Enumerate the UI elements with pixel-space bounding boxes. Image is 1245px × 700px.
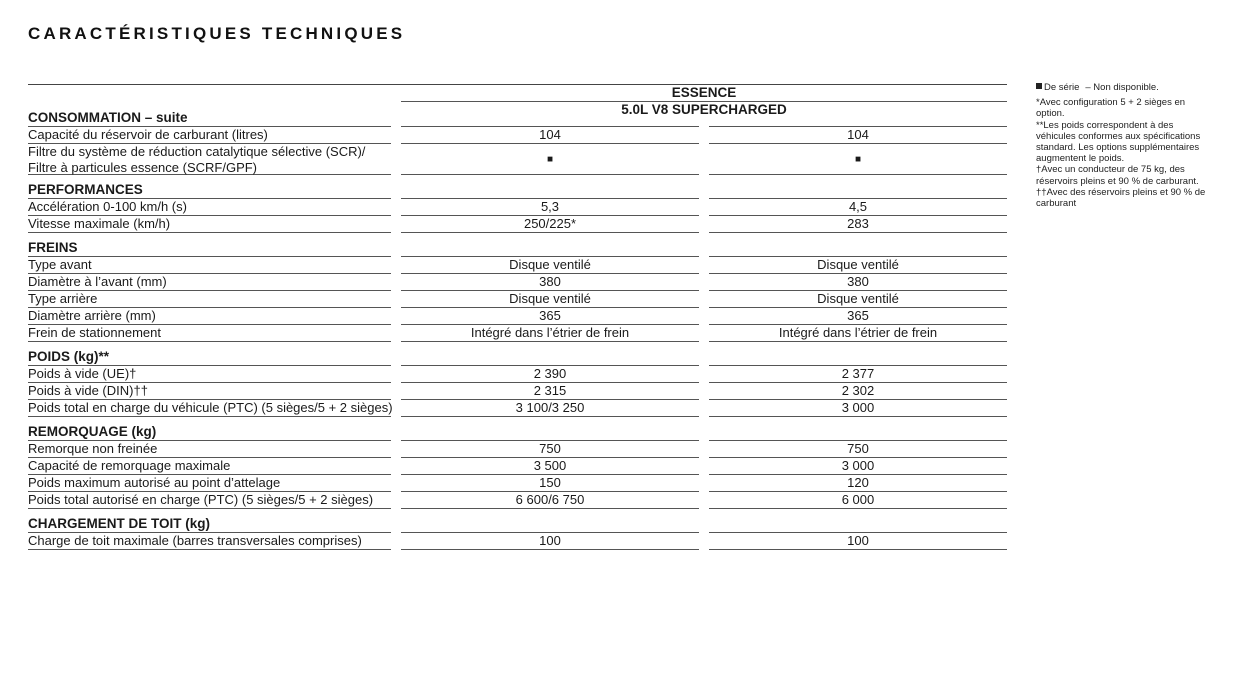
value-cell-v8-1: [401, 110, 699, 127]
spec-label: Poids maximum autorisé au point d’attelage: [28, 475, 391, 492]
value-cell-v8-1: 3 100/3 250: [401, 400, 699, 417]
spec-label: Diamètre arrière (mm): [28, 308, 391, 325]
spec-row: [0, 291, 1007, 308]
section-header-row: [0, 110, 1007, 127]
legend-standard-label: De série: [1044, 82, 1080, 93]
value-cell-v8-1: 150: [401, 475, 699, 492]
value-cell-v8-1: 2 315: [401, 383, 699, 400]
standard-square-icon: ■: [709, 144, 1007, 175]
section-header-row: [0, 424, 1007, 441]
value-cell-v8-1: 104: [401, 127, 699, 144]
spec-row: [0, 144, 1007, 175]
spec-label: Capacité de remorquage maximale: [28, 458, 391, 475]
spec-row: [0, 257, 1007, 274]
engine-header: 5.0L V8 SUPERCHARGED: [621, 102, 787, 117]
value-cell-v8-2: 2 302: [709, 383, 1007, 400]
spec-row: [0, 400, 1007, 417]
spec-label: Charge de toit maximale (barres transversales comprises): [28, 533, 391, 550]
value-cell-v8-2: [709, 424, 1007, 441]
value-cell-v8-2: 380: [709, 274, 1007, 291]
standard-square-icon: ■: [401, 144, 699, 175]
page-title: CARACTÉRISTIQUES TECHNIQUES: [28, 24, 406, 43]
spec-label: Filtre du système de réduction catalytique sélective (SCR)/ Filtre à particules essence (SCRF/GPF): [28, 144, 391, 175]
spec-row: [0, 366, 1007, 383]
spec-row: [0, 458, 1007, 475]
value-cell-v8-2: 283: [709, 216, 1007, 233]
spec-row: [0, 441, 1007, 458]
section-title: POIDS (kg)**: [28, 349, 391, 366]
value-cell-v8-1: 100: [401, 533, 699, 550]
value-cell-v8-1: 5,3: [401, 199, 699, 216]
value-cell-v8-2: Disque ventilé: [709, 257, 1007, 274]
value-cell-v8-1: 365: [401, 308, 699, 325]
section-title: REMORQUAGE (kg): [28, 424, 391, 441]
value-cell-v8-1: 3 500: [401, 458, 699, 475]
value-cell-v8-2: 365: [709, 308, 1007, 325]
value-cell-v8-2: [709, 110, 1007, 127]
spec-label: Capacité du réservoir de carburant (litres): [28, 127, 391, 144]
value-cell-v8-2: 100: [709, 533, 1007, 550]
value-cell-v8-1: 380: [401, 274, 699, 291]
spec-row: [0, 475, 1007, 492]
spec-row: [0, 127, 1007, 144]
spec-label: Poids à vide (UE)†: [28, 366, 391, 383]
value-cell-v8-1: [401, 240, 699, 257]
section-header-row: [0, 349, 1007, 366]
value-cell-v8-1: [401, 182, 699, 199]
spec-label: Poids total en charge du véhicule (PTC) (5 sièges/5 + 2 sièges): [28, 400, 393, 415]
value-cell-v8-2: 6 000: [709, 492, 1007, 509]
value-cell-v8-2: 3 000: [709, 400, 1007, 417]
value-cell-v8-1: 250/225*: [401, 216, 699, 233]
legend-note: †Avec un conducteur de 75 kg, des réservoirs pleins et 90 % de carburant.: [1036, 164, 1199, 187]
value-cell-v8-2: [709, 182, 1007, 199]
spec-label: Vitesse maximale (km/h): [28, 216, 391, 233]
section-header-row: [0, 240, 1007, 257]
section-title: CONSOMMATION – suite: [28, 110, 391, 127]
spec-label: Poids total autorisé en charge (PTC) (5 sièges/5 + 2 sièges): [28, 492, 391, 509]
spec-label: Type arrière: [28, 291, 391, 308]
value-cell-v8-2: Disque ventilé: [709, 291, 1007, 308]
value-cell-v8-1: Intégré dans l’étrier de frein: [401, 325, 699, 342]
value-cell-v8-2: 750: [709, 441, 1007, 458]
spec-row: [0, 492, 1007, 509]
value-cell-v8-2: 120: [709, 475, 1007, 492]
legend: [1036, 82, 1211, 209]
standard-square-icon: [1036, 83, 1042, 89]
value-cell-v8-1: [401, 516, 699, 533]
value-cell-v8-1: [401, 349, 699, 366]
legend-standard: [1036, 82, 1079, 93]
section-title: PERFORMANCES: [28, 182, 391, 199]
value-cell-v8-2: Intégré dans l’étrier de frein: [709, 325, 1007, 342]
value-cell-v8-1: [401, 424, 699, 441]
section-title: FREINS: [28, 240, 391, 257]
spec-row: [0, 308, 1007, 325]
spec-label: Frein de stationnement: [28, 325, 391, 342]
value-cell-v8-1: 2 390: [401, 366, 699, 383]
legend-unavailable: – Non disponible.: [1085, 82, 1159, 93]
value-cell-v8-2: [709, 240, 1007, 257]
value-cell-v8-2: 2 377: [709, 366, 1007, 383]
spec-label: Poids à vide (DIN)††: [28, 383, 391, 400]
section-header-row: [0, 182, 1007, 199]
spec-row: [0, 533, 1007, 550]
spec-label: Type avant: [28, 257, 391, 274]
spec-row: [0, 325, 1007, 342]
value-cell-v8-2: 3 000: [709, 458, 1007, 475]
section-header-row: [0, 516, 1007, 533]
spec-label: Remorque non freinée: [28, 441, 391, 458]
value-cell-v8-1: Disque ventilé: [401, 291, 699, 308]
spec-row: [0, 274, 1007, 291]
spec-label: Diamètre à l’avant (mm): [28, 274, 391, 291]
spec-label: Accélération 0-100 km/h (s): [28, 199, 391, 216]
spec-row: [0, 383, 1007, 400]
spec-row: [0, 216, 1007, 233]
spec-row: [0, 199, 1007, 216]
value-cell-v8-1: 750: [401, 441, 699, 458]
value-cell-v8-2: [709, 516, 1007, 533]
fuel-type-header: ESSENCE: [671, 85, 737, 100]
value-cell-v8-1: 6 600/6 750: [401, 492, 699, 509]
legend-note: ††Avec des réservoirs pleins et 90 % de carburant: [1036, 186, 1206, 210]
value-cell-v8-1: Disque ventilé: [401, 257, 699, 274]
value-cell-v8-2: [709, 349, 1007, 366]
value-cell-v8-2: 104: [709, 127, 1007, 144]
legend-note: **Les poids correspondent à des véhicules conformes aux spécifications standard. Les options supplémentaires augmentent le poids.: [1036, 119, 1201, 165]
section-title: CHARGEMENT DE TOIT (kg): [28, 516, 391, 533]
legend-note: *Avec configuration 5 + 2 sièges en option.: [1036, 97, 1186, 120]
value-cell-v8-2: 4,5: [709, 199, 1007, 216]
